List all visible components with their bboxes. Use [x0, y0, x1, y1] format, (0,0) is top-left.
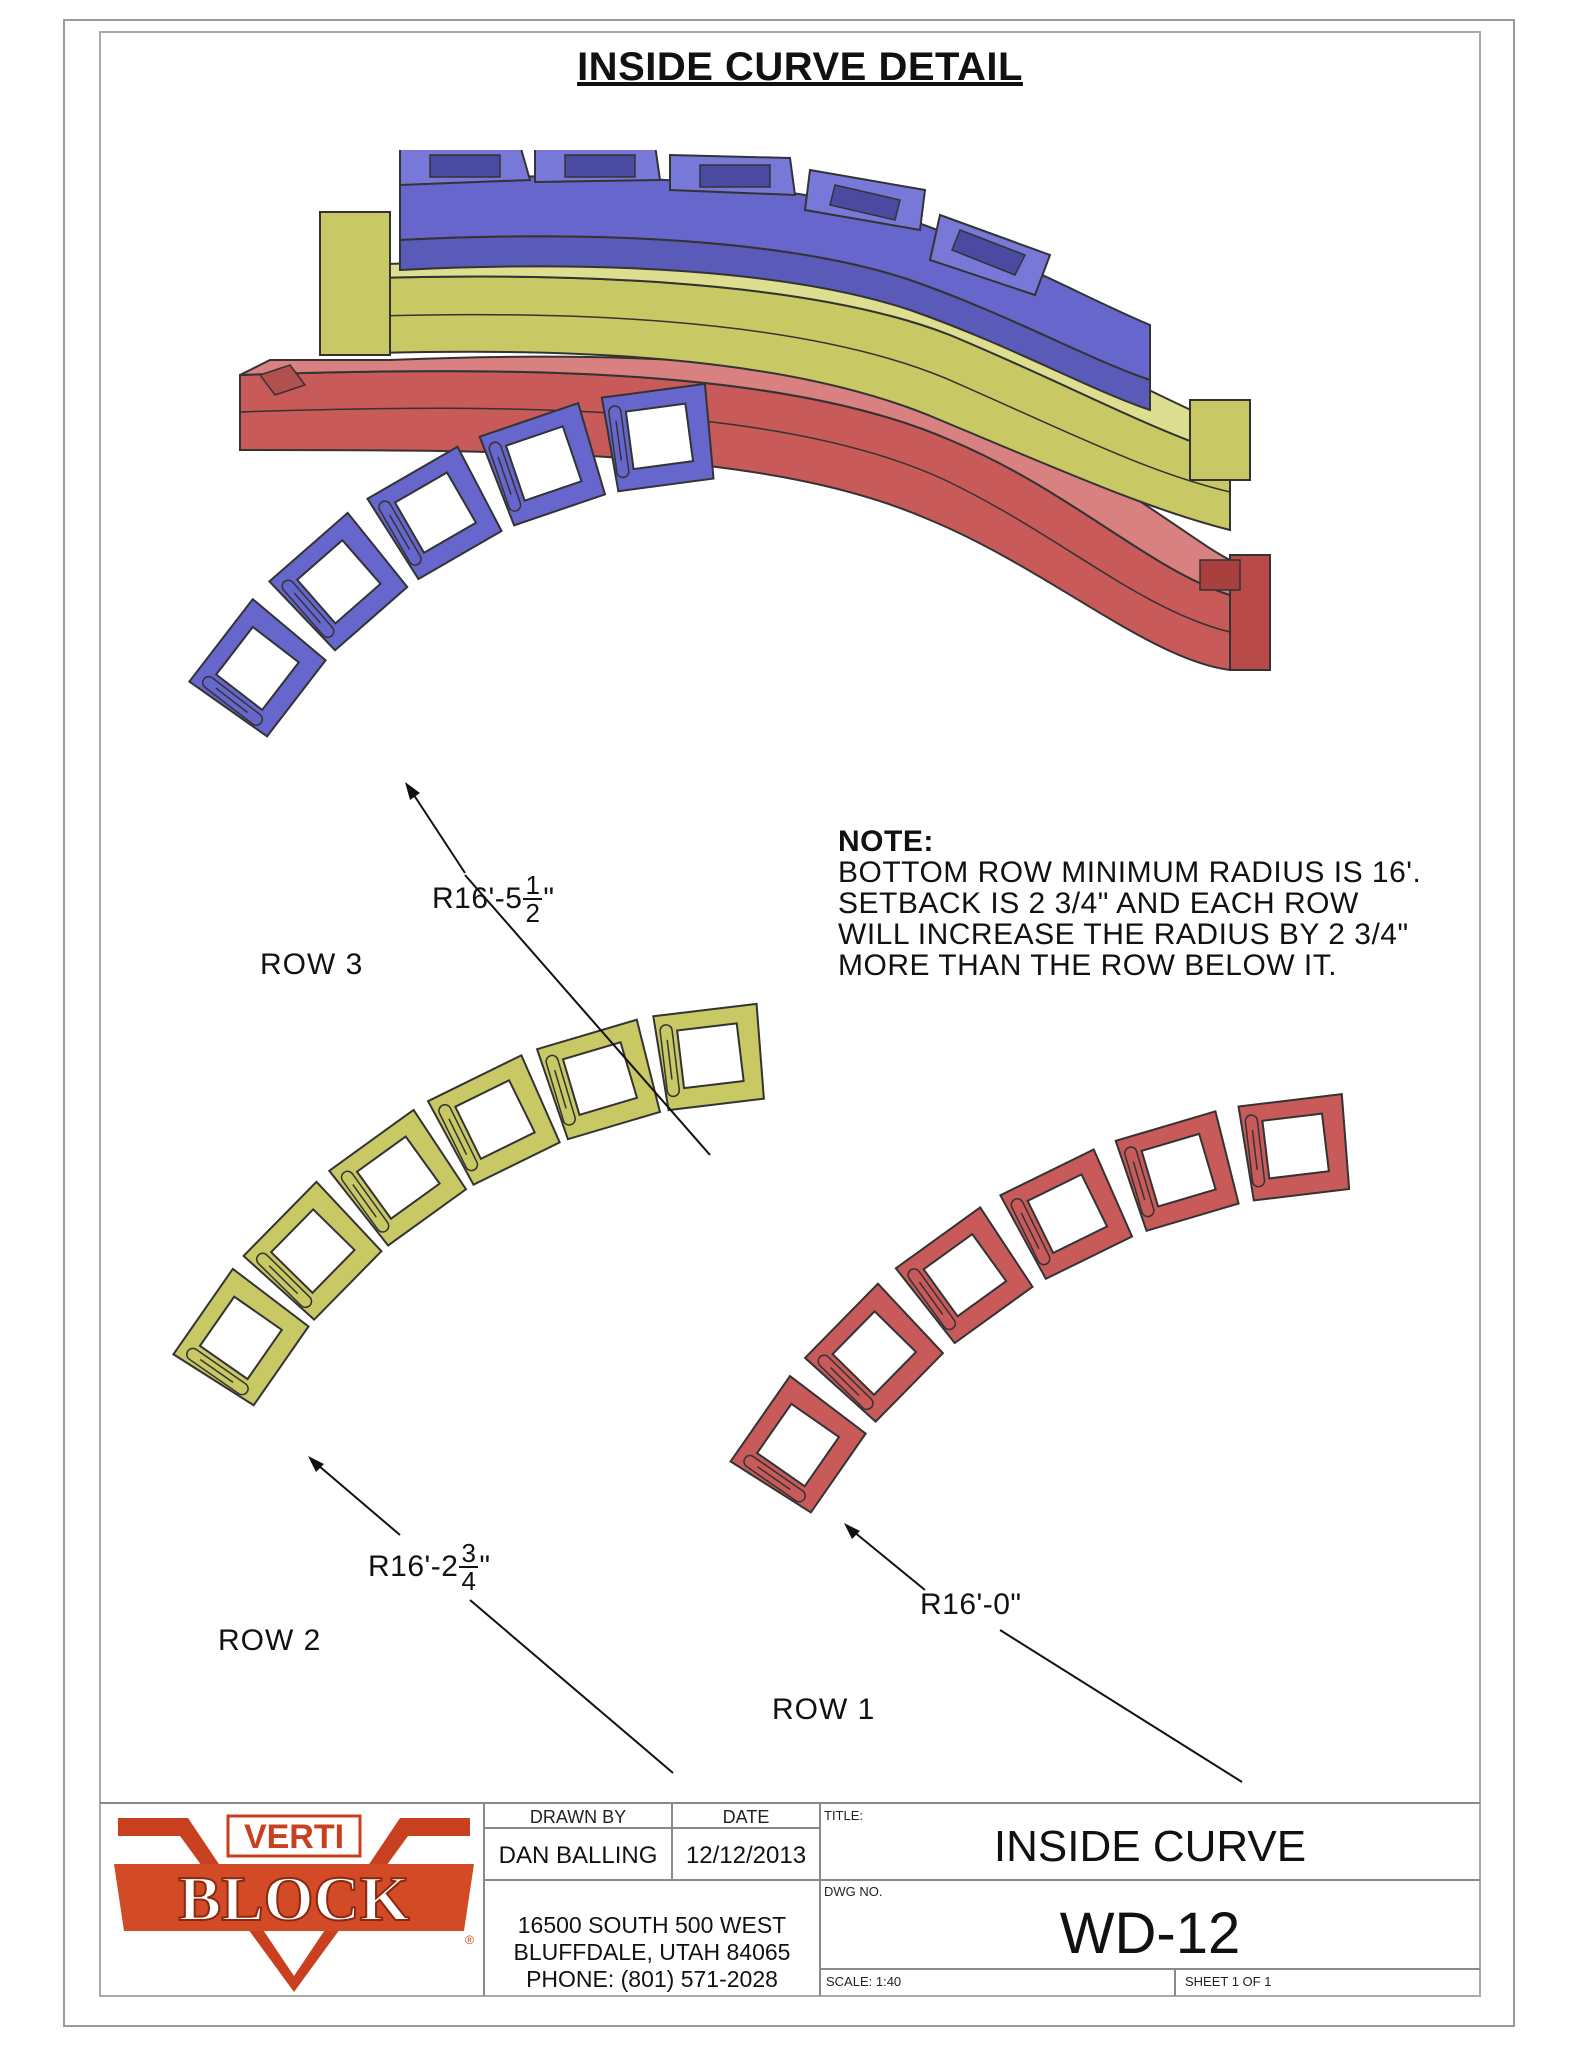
date-label: DATE: [722, 1807, 770, 1827]
note-block: [838, 826, 1421, 981]
note-heading: NOTE:: [838, 825, 934, 858]
radius-main: R16'-2: [368, 1550, 459, 1583]
note-line: SETBACK IS 2 3/4" AND EACH ROW: [838, 887, 1359, 920]
note-line: WILL INCREASE THE RADIUS BY 2 3/4": [838, 918, 1409, 951]
radius-fraction: $\frac{3}{4}$: [461, 1538, 477, 1596]
radius-fraction: $\frac{1}{2}$: [525, 870, 541, 928]
row-1-leader: [848, 1527, 925, 1590]
note-line: BOTTOM ROW MINIMUM RADIUS IS 16'.: [838, 856, 1422, 889]
logo-registered: ®: [465, 1933, 474, 1947]
sheet-label: SHEET 1 OF 1: [1185, 1974, 1272, 1989]
vertiblock-logo: [108, 1806, 480, 1992]
row-3-block: [602, 384, 718, 492]
drawn-by-value: DAN BALLING: [498, 1842, 658, 1869]
row-1-block: [1116, 1111, 1243, 1232]
logo-line2: BLOCK: [178, 1863, 410, 1934]
radius-main: R16'-5: [432, 882, 523, 915]
note-line: MORE THAN THE ROW BELOW IT.: [838, 949, 1338, 982]
row-2-label: ROW 2: [218, 1624, 322, 1657]
row-3-block: [480, 403, 609, 526]
address-line: 16500 SOUTH 500 WEST: [517, 1912, 787, 1938]
radius-unit: ": [479, 1550, 491, 1583]
row-1-block: [1239, 1094, 1354, 1201]
row-1-arrowhead: [844, 1523, 860, 1539]
drawing-number: WD-12: [1059, 1901, 1241, 1966]
row-3-radius-dimension: [432, 872, 555, 926]
row-2-arrowhead: [308, 1456, 324, 1472]
scale-label: SCALE: 1:40: [826, 1974, 902, 1989]
row-2-block: [653, 1004, 768, 1111]
row-1-label: ROW 1: [772, 1693, 876, 1726]
row-1-block: [1000, 1149, 1135, 1280]
title-label: TITLE:: [824, 1808, 864, 1823]
row-2-leader: [312, 1460, 400, 1535]
drawing-title: INSIDE CURVE: [993, 1822, 1307, 1871]
company-address: [484, 1912, 820, 1993]
address-line: PHONE: (801) 571-2028: [526, 1966, 778, 1992]
page-heading: INSIDE CURVE DETAIL: [577, 45, 1023, 89]
row-3-arrowhead: [405, 782, 420, 800]
row-3-label: ROW 3: [260, 948, 364, 981]
drawn-by-label: DRAWN BY: [529, 1807, 627, 1827]
logo-line1: VERTI: [243, 1818, 345, 1856]
date-value: 12/12/2013: [685, 1842, 807, 1869]
row-3-block: [367, 447, 505, 581]
row-2-leader-lower: [470, 1600, 673, 1773]
row-3-leader: [408, 786, 465, 873]
address-line: BLUFFDALE, UTAH 84065: [513, 1939, 791, 1965]
row-1-radius-dimension: R16'-0": [920, 1588, 1022, 1621]
dwg-no-label: DWG NO.: [824, 1884, 883, 1899]
radius-unit: ": [543, 882, 555, 915]
row-2-radius-dimension: [368, 1540, 491, 1594]
row-1-leader-lower: [1000, 1630, 1242, 1782]
